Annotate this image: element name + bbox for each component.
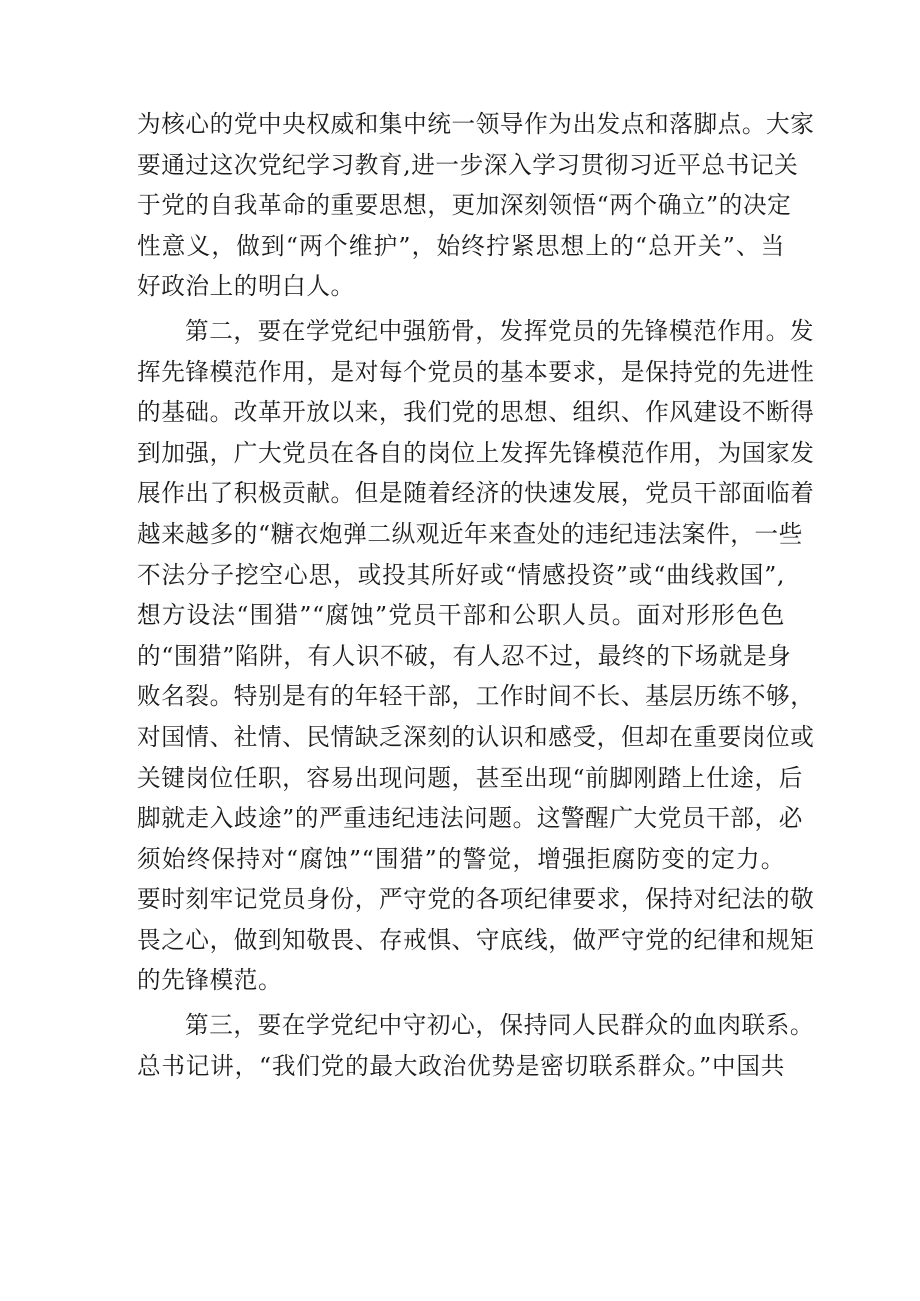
text-line: 到加强，广大党员在各自的岗位上发挥先锋模范作用，为国家发 [137,438,815,467]
document-body [137,104,815,1086]
text-line: 挥先锋模范作用，是对每个党员的基本要求，是保持党的先进性 [137,357,815,386]
text-line: 对国情、社情、民情缺乏深刻的认识和感受，但却在重要岗位或 [137,722,815,751]
text-line: 关键岗位任职，容易出现问题，甚至出现“前脚刚踏上仕途，后 [137,763,803,792]
text-line: 好政治上的明白人。 [137,272,355,301]
text-line: 的先锋模范。 [137,966,283,995]
text-line: 性意义，做到“两个维护”，始终拧紧思想上的“总开关”、当 [137,231,785,260]
text-line: 为核心的党中央权威和集中统一领导作为出发点和落脚点。大家 [137,110,815,138]
text-line: 不法分子挖空心思，或投其所好或“情感投资”或“曲线救国”, [137,560,785,589]
text-line: 须始终保持对“腐蚀”“围猎”的警觉，增强拒腐防变的定力。 [137,844,785,873]
text-line: 要时刻牢记党员身份，严守党的各项纪律要求，保持对纪法的敬 [137,885,815,914]
text-line: 畏之心，做到知敬畏、存戒惧、守底线，做严守党的纪律和规矩 [137,925,815,954]
text-line: 于党的自我革命的重要思想，更加深刻领悟“两个确立”的决定 [137,191,792,220]
text-line: 的基础。改革开放以来，我们党的思想、组织、作风建设不断得 [137,398,815,427]
text-line: 越来越多的“糖衣炮弹二纵观近年来查处的违纪违法案件，一些 [137,519,803,548]
text-line: 总书记讲，“我们党的最大政治优势是密切联系群众。”中国共 [137,1051,785,1080]
text-line: 想方设法“围猎”“腐蚀”党员干部和公职人员。面对形形色色 [137,601,785,630]
text-line: 脚就走入歧途”的严重违纪违法问题。这警醒广大党员干部，必 [137,804,803,833]
text-line: 的“围猎”陷阱，有人识不破，有人忍不过，最终的下场就是身 [137,641,792,670]
text-line: 展作出了积极贡献。但是随着经济的快速发展，党员干部面临着 [137,479,815,508]
text-line: 要通过这次党纪学习教育,进一步深入学习贯彻习近平总书记关 [137,150,799,179]
text-line: 第二，要在学党纪中强筋骨，发挥党员的先锋模范作用。发 [185,316,815,345]
text-line: 第三，要在学党纪中守初心，保持同人民群众的血肉联系。 [185,1011,815,1040]
text-line: 败名裂。特别是有的年轻干部，工作时间不长、基层历练不够， [137,682,815,711]
